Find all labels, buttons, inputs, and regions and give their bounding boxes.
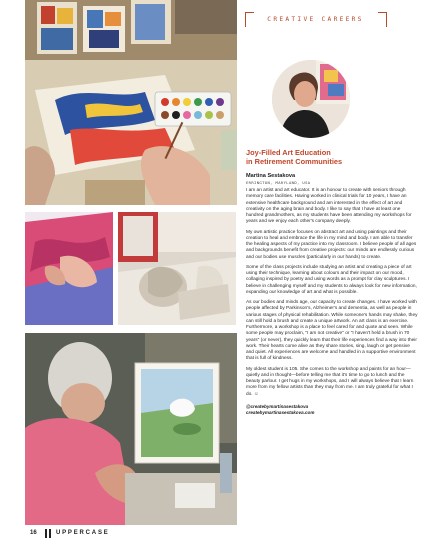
headline-line-1: Joy-Filled Art Education xyxy=(246,148,331,157)
body-paragraph: Some of the class projects include studying an artist and creating a piece of art using their technique, learning about colours and their impact on our mood, collaging inspired by poetry and using words as a prompt for clay sculptures. I believe in challenging myself and my students to always look for new information, expanding our knowledge of art and what is possible. xyxy=(246,264,417,295)
article-headline xyxy=(246,148,418,166)
headline-line-2: in Retirement Communities xyxy=(246,157,343,166)
credits xyxy=(246,404,418,416)
painting-class-photo xyxy=(25,0,237,205)
senior-painting-photo xyxy=(25,333,237,525)
footer-divider xyxy=(49,529,51,538)
section-tag: CREATIVE CAREERS xyxy=(267,16,364,23)
page-number: 16 xyxy=(30,530,37,536)
author-location: ERRINGTON, MARYLAND, USA xyxy=(246,180,311,185)
byline xyxy=(246,173,418,186)
body-paragraph: My own artistic practice focuses on abstract art and using paintings and their creation to heal and embrace the life in my mind and body. I am able to transfer the healing aspects of my practice into my classroom. I believe people of all ages and backgrounds benefit from creative projects: our minds are endlessly curious and our bodies use muscles (particularly in our hands) to create. xyxy=(246,229,417,260)
header-rule-right xyxy=(378,12,387,27)
body-paragraph: I am an artist and art educator. It is an honour to create with seniors through memory care facilities. Having worked in clinical trials for 10 years, I have an extensive healthcare background and am interested in the effect of art and creativity on the aging brain and body. I like to say that I have at least one hundred grandmothers, as my students have been attending my workshops for years and we enjoy each other's company deeply. xyxy=(246,188,412,225)
article-column xyxy=(246,148,418,416)
body-paragraph: My oldest student is 105. She comes to the workshop and paints for an hour—quietly and in thought—before telling me that it's time to go to lunch and the beauty parlour. I get hugs in my workshops, and I will always believe that I learn more from my fellow artists than they may from me. I am truly grateful for what I do. ☺ xyxy=(246,366,414,397)
author-name: Martina Sestakova xyxy=(246,173,296,179)
footer-divider xyxy=(45,529,47,538)
instagram-handle[interactable]: @createbymartinasestakova xyxy=(246,403,309,409)
body-paragraph: As our bodies and minds age, our capacity to create changes. I have worked with people affected by Parkinson's, Alzheimer's and dementia, as well as people in various stages of physical rehabilitation. While someone's hands may shake, they can still hold a brush and create a unique artwork. An art class is an exercise. Furthermore, a workshop is a place to feel cared for and quote and seen. While some people may proclaim, "I am not creative" or "I haven't held a brush in 70 years" (or never), they quickly learn that their life experiences find a way into their work. Their hearts come alive as they share stories, sing, laugh or get pensive and quiet. All experiences are welcome and handled in a supportive environment that is full of kindness. xyxy=(246,300,418,362)
author-portrait xyxy=(272,60,350,138)
website-link[interactable]: createbymartinasestakova.com xyxy=(246,409,315,415)
magazine-name: UPPERCASE xyxy=(56,530,110,536)
pink-paint-hands-photo xyxy=(25,212,113,325)
clay-sculpture-photo xyxy=(118,212,236,325)
